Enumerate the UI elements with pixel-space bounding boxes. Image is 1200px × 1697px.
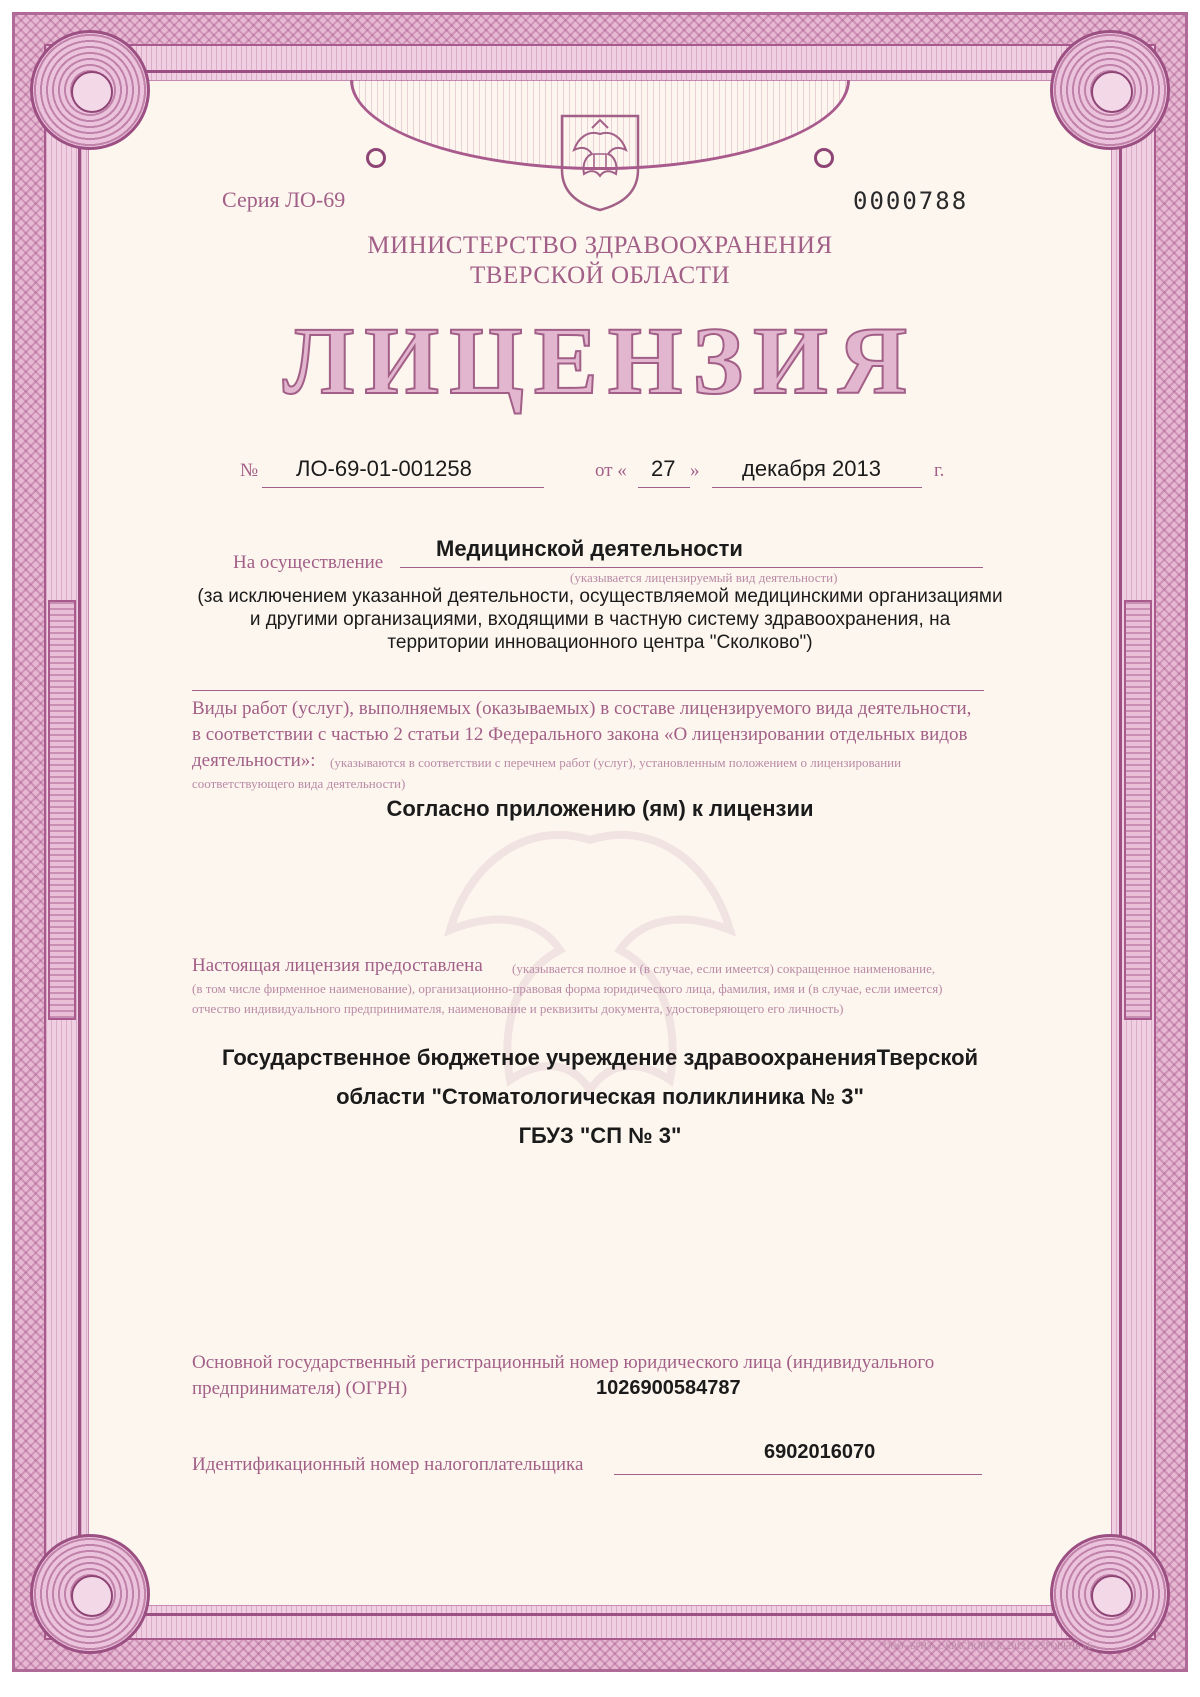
licensee-hint-line2: (в том числе фирменное наименование), организационно-правовая форма юридического лица, фамилия, имя и (в случае, если имеется) — [192, 981, 943, 996]
works-text-line2: в соответствии с частью 2 статьи 12 Федерального закона «О лицензировании отдельных видов — [192, 724, 968, 745]
inn-label: Идентификационный номер налогоплательщика — [192, 1454, 584, 1475]
arch-dot-right — [814, 148, 834, 168]
works-text-line3: деятельности»: — [192, 750, 316, 771]
ministry-name-line2: ТВЕРСКОЙ ОБЛАСТИ — [469, 262, 731, 289]
corner-rosette-top-right — [1050, 30, 1170, 150]
license-number-underline — [262, 487, 544, 488]
form-number: 0000788 — [853, 187, 969, 215]
document-title: ЛИЦЕНЗИЯ — [282, 307, 918, 414]
activity-label: На осуществление — [233, 552, 384, 573]
license-month-year: декабря 2013 — [742, 456, 881, 481]
inn-value: 6902016070 — [764, 1441, 876, 1463]
printer-imprint: ООО «БРИЗ» г. КРАСНОЯРСК, 2013 г. «УРОВЕНЬ «Б» — [884, 1641, 1097, 1651]
right-side-panel — [1124, 600, 1152, 1020]
coat-of-arms-icon — [558, 112, 642, 212]
activity-value: Медицинской деятельности — [436, 536, 743, 561]
licensee-hint-line3: отчество индивидуального предпринимателя, наименование и реквизиты документа, удостоверяющего его личность) — [192, 1001, 844, 1016]
day-underline — [638, 487, 690, 488]
licensee-label: Настоящая лицензия предоставлена — [192, 955, 483, 976]
license-number: ЛО-69-01-001258 — [296, 456, 472, 481]
licensee-hint-line1: (указывается полное и (в случае, если имеется) сокращенное наименование, — [512, 961, 936, 976]
licensee-name-line2: области "Стоматологическая поликлиника № 3" — [336, 1084, 864, 1109]
works-hint-line1: (указываются в соответствии с перечнем работ (услуг), установленным положением о лицензировании — [330, 755, 902, 770]
ministry-name-line1: МИНИСТЕРСТВО ЗДРАВООХРАНЕНИЯ — [367, 232, 833, 259]
year-suffix: г. — [934, 460, 945, 481]
activity-exception-line1: (за исключением указанной деятельности, осуществляемой медицинскими организациями — [197, 586, 1003, 607]
activity-separator — [192, 690, 984, 691]
activity-hint: (указывается лицензируемый вид деятельности) — [570, 570, 838, 585]
works-hint-line2: соответствующего вида деятельности) — [192, 776, 406, 791]
arch-dot-left — [366, 148, 386, 168]
month-year-underline — [712, 487, 922, 488]
activity-underline — [400, 567, 983, 568]
corner-rosette-bottom-left — [30, 1534, 150, 1654]
day-close-quote: » — [690, 460, 700, 481]
works-value: Согласно приложению (ям) к лицензии — [386, 796, 814, 821]
licensee-short-name: ГБУЗ "СП № 3" — [518, 1123, 682, 1148]
left-side-panel — [48, 600, 76, 1020]
activity-exception-line2: и другими организациями, входящими в частную систему здравоохранения, на — [249, 609, 951, 630]
date-prefix: от « — [595, 460, 627, 481]
license-day: 27 — [651, 456, 676, 481]
series-label: Серия ЛО-69 — [222, 187, 346, 212]
activity-exception-line3: территории инновационного центра "Сколково") — [387, 632, 813, 653]
inn-underline — [614, 1474, 982, 1475]
licensee-name-line1: Государственное бюджетное учреждение здравоохраненияТверской — [221, 1045, 979, 1070]
ogrn-label-line2: предпринимателя) (ОГРН) — [192, 1378, 408, 1399]
license-number-label: № — [240, 460, 259, 481]
corner-rosette-top-left — [30, 30, 150, 150]
corner-rosette-bottom-right — [1050, 1534, 1170, 1654]
works-text-line1: Виды работ (услуг), выполняемых (оказываемых) в составе лицензируемого вида деятельности, — [192, 698, 972, 719]
ogrn-label-line1: Основной государственный регистрационный номер юридического лица (индивидуального — [192, 1352, 935, 1373]
ogrn-value: 1026900584787 — [596, 1377, 741, 1399]
